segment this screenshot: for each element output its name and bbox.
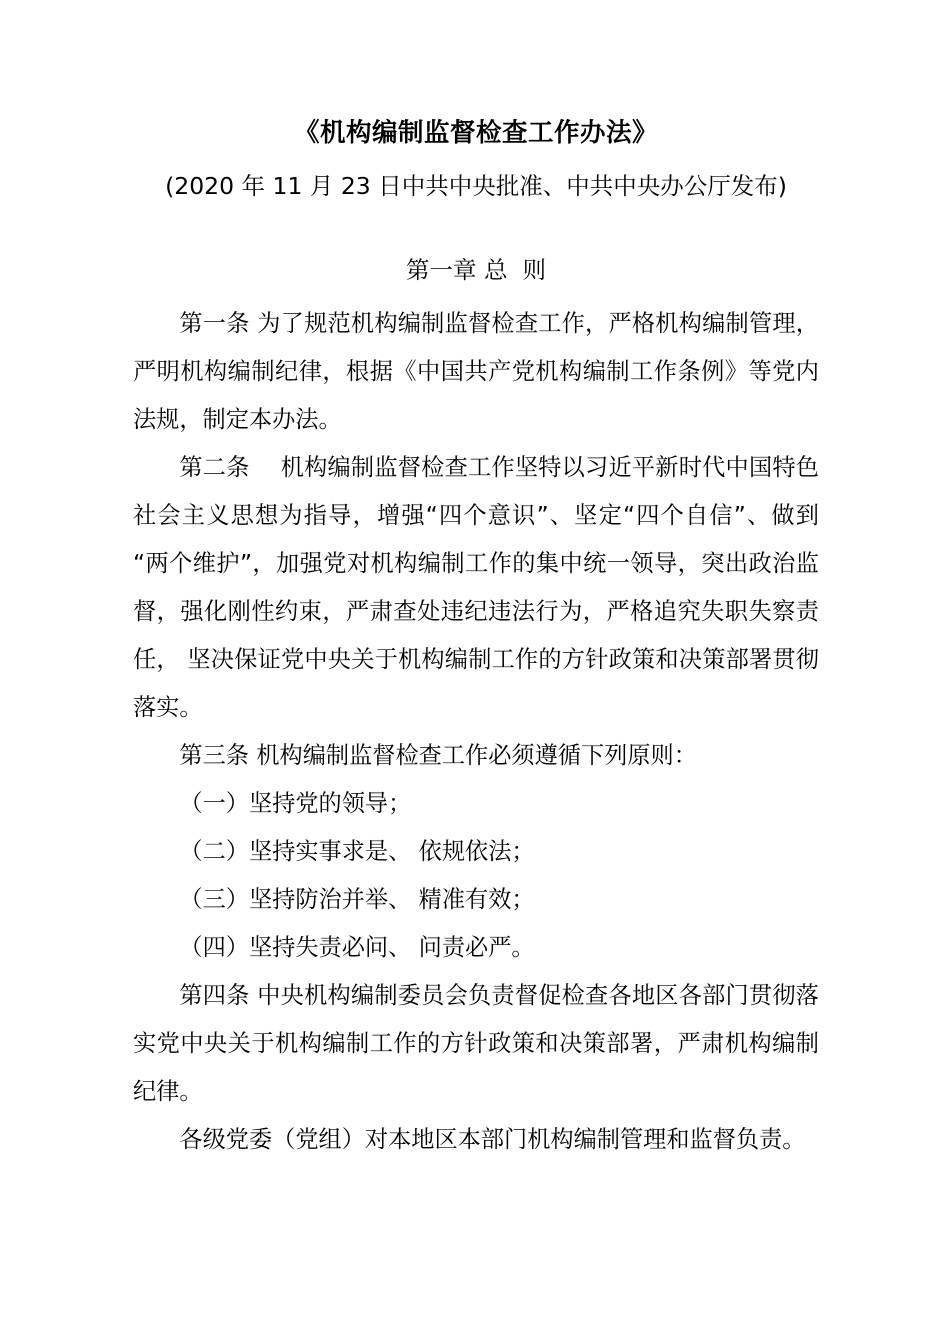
principle-item-1: （一）坚持党的领导； bbox=[179, 789, 412, 817]
document-publication-line: (2020 年 11 月 23 日中共中央批准、中共中央办公厅发布) bbox=[165, 172, 787, 201]
document-content bbox=[133, 0, 819, 1164]
article-4-paragraph: 第四条 中央机构编制委员会负责督促检查各地区各部门贯彻落实党中央关于机构编制工作的方针政策和决策部署，严肃机构编制纪律。 bbox=[133, 981, 819, 1105]
principle-item-2: （二）坚持实事求是、 依规依法； bbox=[179, 837, 535, 865]
article-3-paragraph: 第三条 机构编制监督检查工作必须遵循下列原则： bbox=[179, 741, 697, 769]
article-1-paragraph: 第一条 为了规范机构编制监督检查工作，严格机构编制管理，严明机构编制纪律，根据《中国共产党机构编制工作条例》等党内法规，制定本办法。 bbox=[133, 309, 819, 433]
article-4-second-paragraph: 各级党委（党组）对本地区本部门机构编制管理和监督负责。 bbox=[179, 1125, 806, 1153]
chapter-heading: 第一章 总 则 bbox=[406, 256, 546, 285]
principle-item-4: （四）坚持失责必问、 问责必严。 bbox=[179, 933, 535, 961]
article-2-paragraph: 第二条 机构编制监督检查工作坚特以习近平新时代中国特色社会主义思想为指导，增强“四个意识”、坚定“四个自信”、做到 “两个维护”，加强党对机构编制工作的集中统一领导，突出政治监督，强化刚性约束，严肃查处违纪违法行为，严格追究失职失察责任， 坚决保证党中央关于机构编制工作的方针政策和决策部署贯彻落实。 bbox=[133, 453, 819, 721]
principle-item-3: （三）坚持防治并举、 精准有效； bbox=[179, 885, 535, 913]
page-title: 《机构编制监督检查工作办法》 bbox=[293, 118, 658, 148]
